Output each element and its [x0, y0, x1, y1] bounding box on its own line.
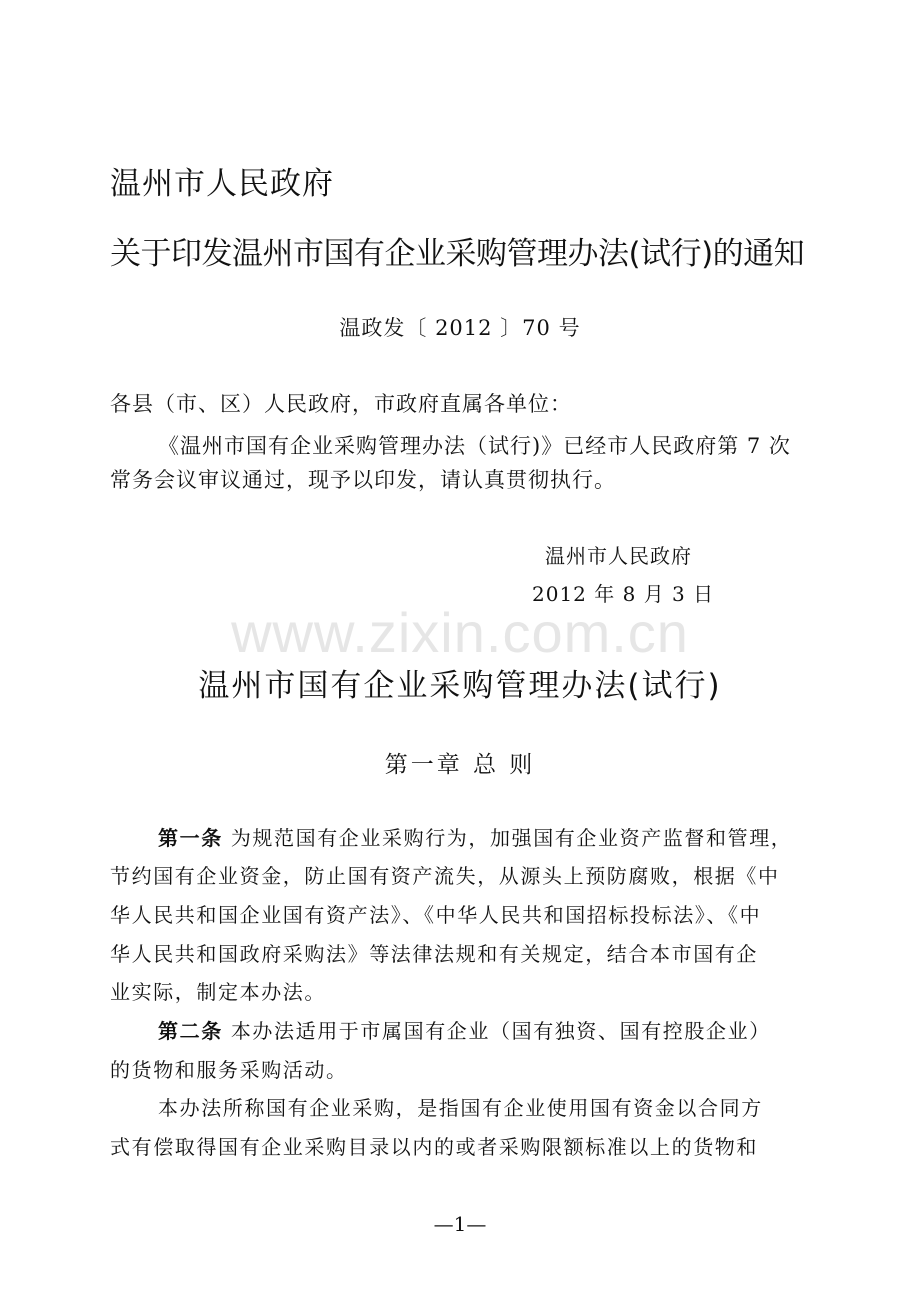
page-number: —1—	[433, 1212, 487, 1236]
article-1-label: 第一条	[158, 826, 223, 850]
article-2-label: 第二条	[158, 1019, 223, 1043]
article-1-text: 为规范国有企业采购行为，加强国有企业资产监督和管理，	[230, 826, 793, 850]
article-1-line: 节约国有企业资金，防止国有资产流失，从源头上预防腐败，根据《中	[110, 864, 780, 888]
notice-title: 关于印发温州市国有企业采购管理办法(试行)的通知	[110, 236, 805, 272]
article-1-line: 华人民共和国政府采购法》等法律法规和有关规定，结合本市国有企	[110, 942, 758, 966]
issuing-authority-title: 温州市人民政府	[110, 166, 334, 202]
paragraph-line: 本办法所称国有企业采购，是指国有企业使用国有资金以合同方	[158, 1096, 763, 1120]
article-2-text: 本办法适用于市属国有企业（国有独资、国有控股企业）	[230, 1019, 771, 1043]
signature-organization: 温州市人民政府	[545, 544, 692, 568]
letter-body-line: 常务会议审议通过，现予以印发，请认真贯彻执行。	[110, 468, 616, 492]
article-2-line	[158, 1015, 771, 1044]
chapter-title: 第一章 总 则	[384, 752, 536, 778]
article-2-line: 的货物和服务采购活动。	[110, 1058, 348, 1082]
document-title: 温州市国有企业采购管理办法(试行)	[198, 668, 722, 704]
paragraph-line: 式有偿取得国有企业采购目录以内的或者采购限额标准以上的货物和	[110, 1135, 758, 1159]
watermark: www.zixin.com.cn	[231, 601, 689, 664]
recipients-line: 各县（市、区）人民政府，市政府直属各单位：	[110, 392, 572, 416]
document-number: 温政发〔 2012 〕70 号	[339, 316, 581, 340]
letter-body-line: 《温州市国有企业采购管理办法（试行)》已经市人民政府第 7 次	[158, 434, 791, 458]
signature-date: 2012 年 8 月 3 日	[532, 582, 715, 606]
article-1-line: 华人民共和国企业国有资产法》、《中华人民共和国招标投标法》、《中	[110, 903, 762, 927]
article-1-line	[158, 822, 792, 851]
article-1-line: 业实际，制定本办法。	[110, 980, 326, 1004]
